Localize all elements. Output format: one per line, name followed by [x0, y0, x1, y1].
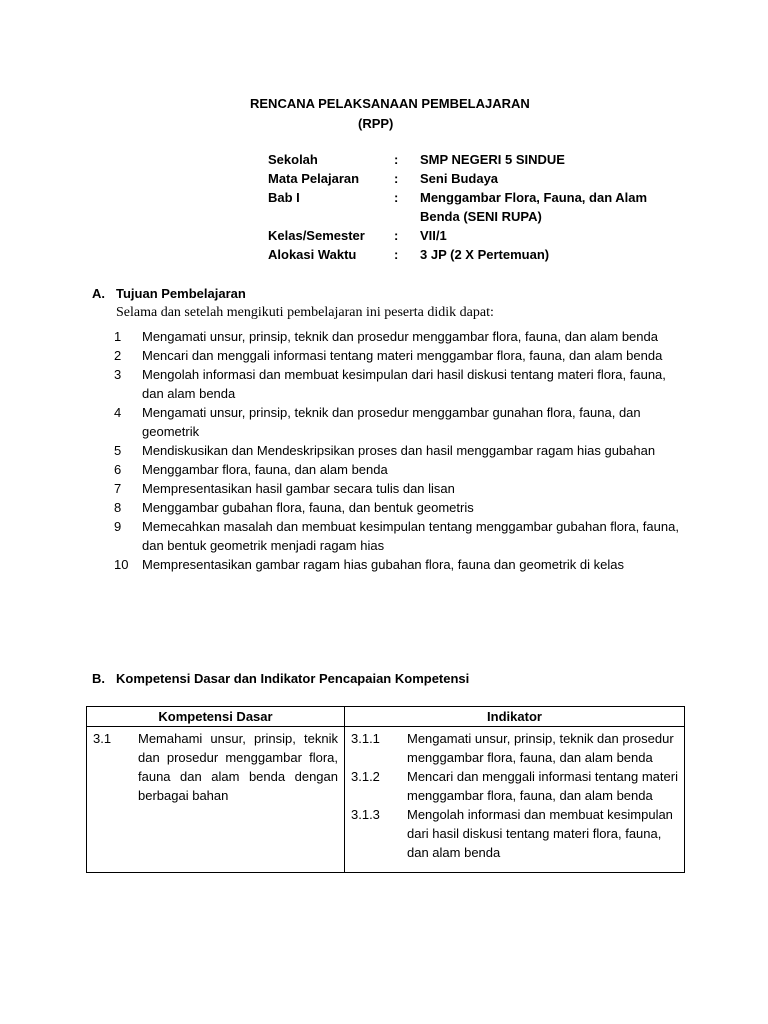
table-row: [87, 727, 685, 873]
info-row-chapter: [268, 188, 690, 226]
list-item-number: 8: [114, 500, 122, 515]
list-item-number: 4: [114, 405, 122, 420]
section-title: Tujuan Pembelajaran: [116, 286, 246, 301]
list-item-text: Mempresentasikan gambar ragam hias gubahan flora, fauna dan geometrik di kelas: [142, 557, 624, 572]
info-colon: :: [394, 247, 399, 262]
info-colon: :: [394, 228, 399, 243]
info-colon: :: [394, 190, 399, 205]
indicator-cell: [345, 727, 685, 873]
list-item-text: Mengamati unsur, prinsip, teknik dan prosedur menggambar flora, fauna, dan alam benda: [142, 329, 658, 344]
info-label: Mata Pelajaran: [268, 171, 360, 186]
document-title-block: [250, 94, 530, 134]
list-item-number: 10: [114, 557, 129, 572]
info-value: Menggambar Flora, Fauna, dan Alam Benda (SENI RUPA): [420, 190, 648, 224]
list-item: [114, 365, 684, 403]
indicator-item: [351, 805, 678, 862]
indicator-item: [351, 767, 678, 805]
indicator-text: Mengolah informasi dan membuat kesimpulan dari hasil diskusi tentang materi flora, fauna, dan alam benda: [407, 807, 673, 860]
list-item-text: Menggambar gubahan flora, fauna, dan bentuk geometris: [142, 500, 474, 515]
info-row-subject: [268, 169, 690, 188]
indicator-text: Mengamati unsur, prinsip, teknik dan prosedur menggambar flora, fauna, dan alam benda: [407, 731, 674, 765]
list-item: [114, 403, 684, 441]
indicator-number: 3.1.3: [351, 807, 380, 822]
list-item: [114, 460, 684, 479]
list-item: [114, 479, 684, 498]
document-subtitle: (RPP): [358, 116, 394, 131]
column-header-indicator: Indikator: [345, 707, 685, 727]
section-a-heading: [92, 284, 246, 303]
indicator-number: 3.1.2: [351, 769, 380, 784]
info-label: Kelas/Semester: [268, 228, 365, 243]
info-value: 3 JP (2 X Pertemuan): [420, 247, 550, 262]
list-item: [114, 517, 684, 555]
list-item: [114, 346, 684, 365]
section-letter: B.: [92, 671, 105, 686]
indicator-text: Mencari dan menggali informasi tentang materi menggambar flora, fauna, dan alam benda: [407, 769, 678, 803]
section-b-heading: [92, 669, 469, 688]
info-row-school: [268, 150, 690, 169]
info-row-time: [268, 245, 690, 264]
competency-table: [86, 706, 685, 873]
info-value: VII/1: [420, 228, 447, 243]
list-item: [114, 441, 684, 460]
list-item-text: Mengolah informasi dan membuat kesimpulan dari hasil diskusi tentang materi flora, fauna, dan alam benda: [142, 367, 666, 401]
list-item-text: Memecahkan masalah dan membuat kesimpulan tentang menggambar gubahan flora, fauna, dan bentuk geometrik menjadi ragam hias: [142, 519, 679, 553]
list-item-text: Mengamati unsur, prinsip, teknik dan prosedur menggambar gunahan flora, fauna, dan geometrik: [142, 405, 641, 439]
list-item-number: 7: [114, 481, 122, 496]
kd-cell: [87, 727, 345, 873]
info-label: Sekolah: [268, 152, 318, 167]
table-header-row: [87, 707, 685, 727]
document-title: RENCANA PELAKSANAAN PEMBELAJARAN: [250, 96, 530, 111]
list-item-number: 1: [114, 329, 122, 344]
list-item-number: 6: [114, 462, 122, 477]
info-colon: :: [394, 152, 399, 167]
list-item-number: 5: [114, 443, 122, 458]
list-item-number: 9: [114, 519, 122, 534]
info-row-class: [268, 226, 690, 245]
section-letter: A.: [92, 286, 105, 301]
info-colon: :: [394, 171, 399, 186]
kd-text: Memahami unsur, prinsip, teknik dan prosedur menggambar flora, fauna dan alam benda dengan berbagai bahan: [138, 731, 338, 803]
list-item-text: Mempresentasikan hasil gambar secara tulis dan lisan: [142, 481, 455, 496]
info-label: Bab I: [268, 190, 300, 205]
list-item-text: Mencari dan menggali informasi tentang materi menggambar flora, fauna, dan alam benda: [142, 348, 663, 363]
indicator-number: 3.1.1: [351, 731, 380, 746]
column-header-kd: Kompetensi Dasar: [87, 707, 345, 727]
indicator-item: [351, 729, 678, 767]
list-item-number: 3: [114, 367, 122, 382]
section-a-intro: Selama dan setelah mengikuti pembelajaran ini peserta didik dapat:: [116, 305, 494, 320]
kd-number: 3.1: [93, 731, 112, 746]
objectives-list: [114, 327, 684, 574]
list-item-text: Mendiskusikan dan Mendeskripsikan proses dan hasil menggambar ragam hias gubahan: [142, 443, 656, 458]
info-block: [268, 150, 690, 264]
list-item-text: Menggambar flora, fauna, dan alam benda: [142, 462, 388, 477]
section-title: Kompetensi Dasar dan Indikator Pencapaian Kompetensi: [116, 671, 470, 686]
list-item: [114, 498, 684, 517]
list-item: [114, 555, 684, 574]
list-item: [114, 327, 684, 346]
info-value: SMP NEGERI 5 SINDUE: [420, 152, 565, 167]
info-value: Seni Budaya: [420, 171, 499, 186]
list-item-number: 2: [114, 348, 122, 363]
info-label: Alokasi Waktu: [268, 247, 357, 262]
